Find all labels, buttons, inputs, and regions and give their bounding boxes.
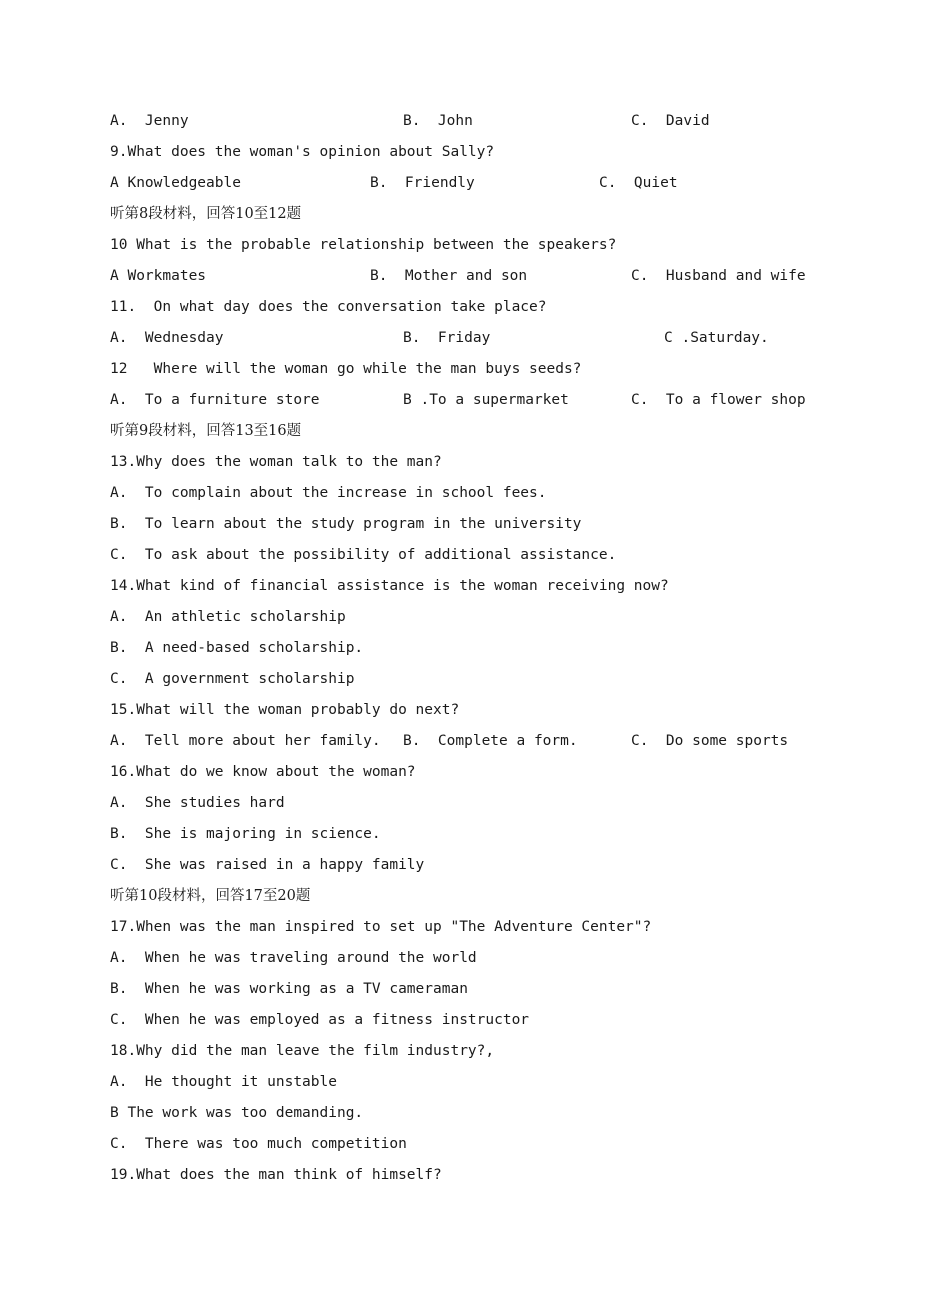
q8-option-c: C. David — [631, 113, 710, 129]
q10-question: 10 What is the probable relationship between the speakers? — [110, 237, 617, 253]
q16-question: 16.What do we know about the woman? — [110, 764, 416, 780]
q17-option-a: A. When he was traveling around the world — [110, 950, 477, 966]
q17-option-b: B. When he was working as a TV cameraman — [110, 981, 468, 997]
q14-option-c: C. A government scholarship — [110, 671, 355, 687]
q13-option-c: C. To ask about the possibility of additional assistance. — [110, 547, 617, 563]
q13-option-a: A. To complain about the increase in school fees. — [110, 485, 547, 501]
q14-option-b: B. A need-based scholarship. — [110, 640, 364, 656]
q11-options-row — [110, 327, 769, 349]
q11-option-c: C .Saturday. — [664, 330, 769, 346]
section-heading-9: 听第9段材料，回答13至16题 — [110, 423, 302, 439]
q8-option-b: B. John — [403, 113, 473, 129]
q9-option-b: B. Friendly — [370, 175, 475, 191]
q12-options-row — [110, 389, 806, 411]
q15-option-c: C. Do some sports — [631, 733, 789, 749]
q10-options-row — [110, 265, 806, 287]
q18-option-c: C. There was too much competition — [110, 1136, 407, 1152]
q16-option-a: A. She studies hard — [110, 795, 285, 811]
q15-options-row — [110, 730, 789, 752]
q9-option-a: A Knowledgeable — [110, 175, 241, 191]
q10-option-a: A Workmates — [110, 268, 207, 284]
q10-option-c: C. Husband and wife — [631, 268, 806, 284]
q16-option-c: C. She was raised in a happy family — [110, 857, 425, 873]
q15-option-b: B. Complete a form. — [403, 733, 578, 749]
q9-options-row — [110, 172, 678, 194]
q11-option-b: B. Friday — [403, 330, 491, 346]
q18-question: 18.Why did the man leave the film industry?, — [110, 1043, 495, 1059]
q12-option-a: A. To a furniture store — [110, 392, 320, 408]
q16-option-b: B. She is majoring in science. — [110, 826, 381, 842]
q19-question: 19.What does the man think of himself? — [110, 1167, 442, 1183]
q17-option-c: C. When he was employed as a fitness instructor — [110, 1012, 530, 1028]
section-heading-8: 听第8段材料，回答10至12题 — [110, 206, 302, 222]
q14-question: 14.What kind of financial assistance is the woman receiving now? — [110, 578, 669, 594]
q9-question: 9.What does the woman's opinion about Sally? — [110, 144, 495, 160]
q10-option-b: B. Mother and son — [370, 268, 528, 284]
q13-option-b: B. To learn about the study program in the university — [110, 516, 582, 532]
section-heading-10: 听第10段材料，回答17至20题 — [110, 888, 311, 904]
q14-option-a: A. An athletic scholarship — [110, 609, 346, 625]
q13-question: 13.Why does the woman talk to the man? — [110, 454, 442, 470]
q18-option-a: A. He thought it unstable — [110, 1074, 337, 1090]
q12-option-c: C. To a flower shop — [631, 392, 806, 408]
q11-option-a: A. Wednesday — [110, 330, 224, 346]
q17-question: 17.When was the man inspired to set up "The Adventure Center"? — [110, 919, 652, 935]
q11-question: 11. On what day does the conversation take place? — [110, 299, 547, 315]
q15-question: 15.What will the woman probably do next? — [110, 702, 460, 718]
q12-question: 12 Where will the woman go while the man buys seeds? — [110, 361, 582, 377]
q15-option-a: A. Tell more about her family. — [110, 733, 381, 749]
q12-option-b: B .To a supermarket — [403, 392, 569, 408]
q8-options-row — [110, 110, 710, 132]
q8-option-a: A. Jenny — [110, 113, 189, 129]
q18-option-b: B The work was too demanding. — [110, 1105, 364, 1121]
q9-option-c: C. Quiet — [599, 175, 678, 191]
